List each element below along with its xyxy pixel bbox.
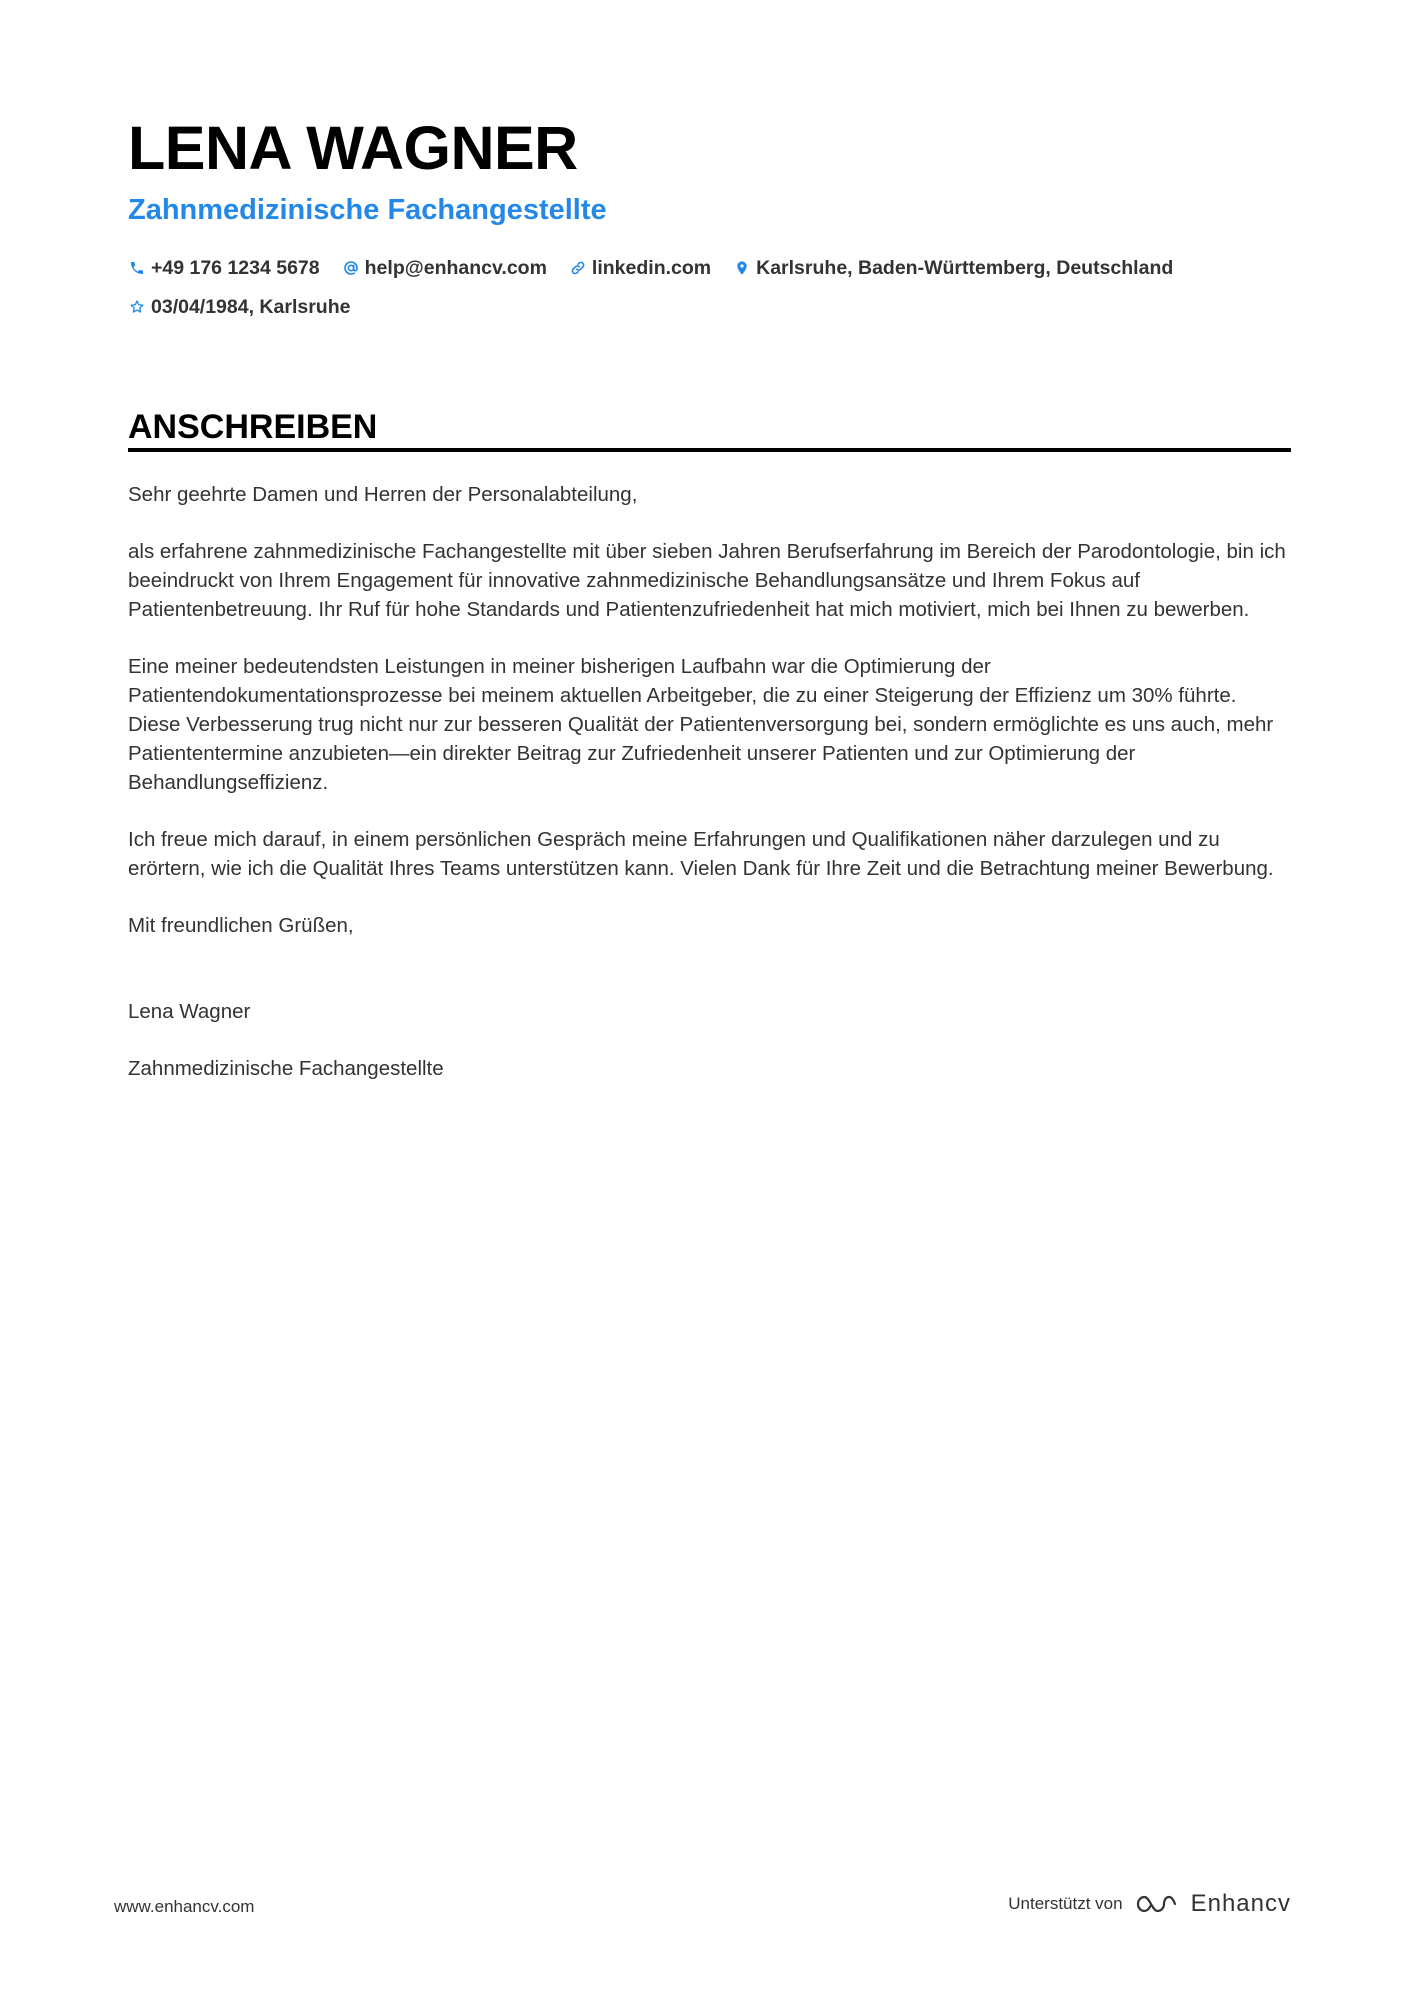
star-icon xyxy=(128,298,146,316)
powered-by-label: Unterstützt von xyxy=(1008,1894,1123,1913)
contact-linkedin[interactable] xyxy=(569,254,711,282)
map-pin-icon xyxy=(733,259,751,277)
contact-row-secondary xyxy=(128,293,372,321)
phone-number: +49 176 1234 5678 xyxy=(151,257,320,279)
section-heading: ANSCHREIBEN xyxy=(128,408,378,446)
contact-birth xyxy=(128,293,350,321)
letter-closing: Mit freundlichen Grüßen, xyxy=(128,914,354,937)
signature-name: Lena Wagner xyxy=(128,1000,251,1023)
applicant-name: LENA WAGNER xyxy=(128,114,578,182)
signature-title: Zahnmedizinische Fachangestellte xyxy=(128,1057,444,1080)
enhancv-logo-icon xyxy=(1135,1891,1179,1917)
letter-paragraph: als erfahrene zahnmedizinische Fachangestellte mit über sieben Jahren Berufserfahrung im Bereich der Parodontologie, bin ich beeindruckt von Ihrem Engagement für innovative zahnmedizinische Behandlungsansätze und Ihrem Fokus auf Patientenbetreuung. Ihr Ruf für hohe Standards und Patientenzufriedenheit hat mich motiviert, mich bei Ihnen zu bewerben. xyxy=(128,540,1286,621)
letter-body xyxy=(128,480,1291,1111)
footer-url[interactable]: www.enhancv.com xyxy=(114,1897,255,1916)
letter-paragraph: Ich freue mich darauf, in einem persönlichen Gespräch meine Erfahrungen und Qualifikationen näher darzulegen und zu erörtern, wie ich die Qualität Ihres Teams unterstützen kann. Vielen Dank für Ihre Zeit und die Betrachtung meiner Bewerbung. xyxy=(128,828,1274,880)
phone-icon xyxy=(128,259,146,277)
contact-row-primary xyxy=(128,254,1195,282)
birth-text: 03/04/1984, Karlsruhe xyxy=(151,296,351,318)
letter-salutation: Sehr geehrte Damen und Herren der Personalabteilung, xyxy=(128,483,638,506)
section-divider xyxy=(128,448,1291,452)
brand-name: Enhancv xyxy=(1190,1890,1291,1917)
contact-phone xyxy=(128,254,320,282)
powered-by xyxy=(1008,1890,1291,1918)
at-icon xyxy=(342,259,360,277)
contact-email[interactable] xyxy=(342,254,547,282)
job-title: Zahnmedizinische Fachangestellte xyxy=(128,194,607,226)
location-text: Karlsruhe, Baden-Württemberg, Deutschland xyxy=(756,257,1174,279)
link-icon xyxy=(569,259,587,277)
contact-location xyxy=(733,254,1173,282)
letter-paragraph: Eine meiner bedeutendsten Leistungen in meiner bisherigen Laufbahn war die Optimierung der Patientendokumentationsprozesse bei meinem aktuellen Arbeitgeber, die zu einer Steigerung der Effizienz um 30% führte. Diese Verbesserung trug nicht nur zur besseren Qualität der Patientenversorgung bei, sondern ermöglichte es uns auch, mehr Patiententermine anzubieten—ein direkter Beitrag zur Zufriedenheit unserer Patienten und zur Optimierung der Behandlungseffizienz. xyxy=(128,655,1274,794)
email-address[interactable]: help@enhancv.com xyxy=(364,257,547,279)
linkedin-link[interactable]: linkedin.com xyxy=(591,257,712,279)
